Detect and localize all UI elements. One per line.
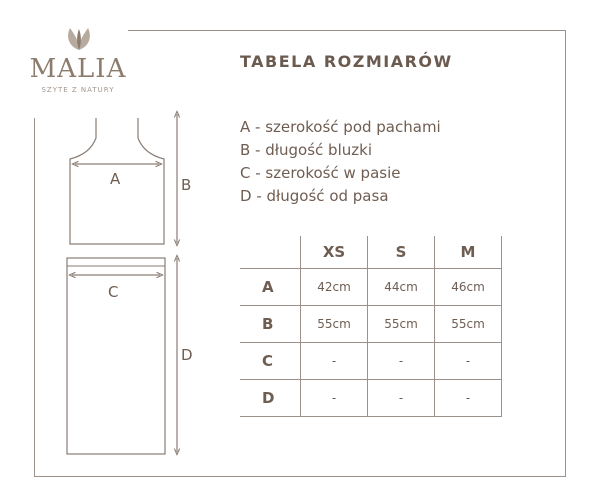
row-label-c: C — [240, 343, 301, 380]
table-row — [240, 269, 502, 306]
size-header-row — [240, 236, 502, 269]
legend-item-b: B - długość bluzki — [240, 141, 372, 159]
table-row — [240, 306, 502, 343]
cell-a-m: 46cm — [435, 269, 502, 306]
cell-b-xs: 55cm — [301, 306, 368, 343]
size-header-s: S — [368, 236, 435, 269]
size-header-xs: XS — [301, 236, 368, 269]
cell-d-xs: - — [301, 380, 368, 417]
cell-b-m: 55cm — [435, 306, 502, 343]
legend-item-d: D - długość od pasa — [240, 187, 389, 205]
table-corner — [240, 236, 301, 269]
size-table — [240, 236, 502, 417]
measurement-legend — [240, 116, 441, 208]
row-label-d: D — [240, 380, 301, 417]
legend-item-a: A - szerokość pod pachami — [240, 118, 441, 136]
brand-name: MALIA — [29, 54, 127, 84]
cell-c-s: - — [368, 343, 435, 380]
bottom-length-label: D — [181, 346, 193, 364]
page-title: TABELA ROZMIARÓW — [240, 52, 453, 71]
top-length-label: B — [181, 176, 192, 194]
size-header-m: M — [435, 236, 502, 269]
table-row — [240, 380, 502, 417]
cell-d-s: - — [368, 380, 435, 417]
garment-diagram — [0, 0, 240, 504]
cell-c-m: - — [435, 343, 502, 380]
cell-b-s: 55cm — [368, 306, 435, 343]
top-width-label: A — [110, 170, 121, 188]
table-row — [240, 343, 502, 380]
cell-a-s: 44cm — [368, 269, 435, 306]
row-label-b: B — [240, 306, 301, 343]
brand-tagline: SZYTE Z NATURY — [41, 86, 115, 94]
cell-a-xs: 42cm — [301, 269, 368, 306]
bottom-width-label: C — [108, 283, 119, 301]
cell-d-m: - — [435, 380, 502, 417]
legend-item-c: C - szerokość w pasie — [240, 164, 401, 182]
row-label-a: A — [240, 269, 301, 306]
cell-c-xs: - — [301, 343, 368, 380]
